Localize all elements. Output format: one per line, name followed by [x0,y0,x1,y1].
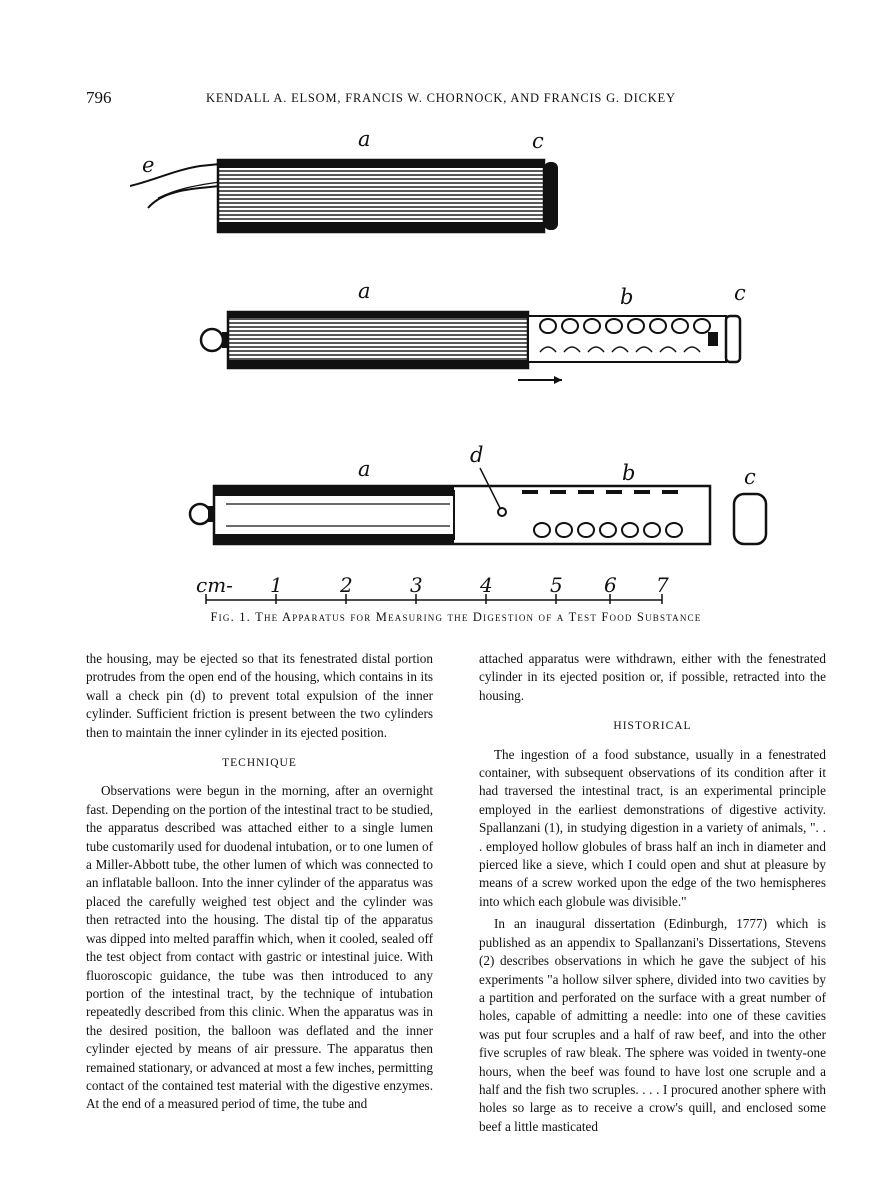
label-a3: a [358,457,371,481]
left-column [86,650,433,1114]
left-paragraph-continued: the housing, may be ejected so that its fenestrated distal portion protrudes from the open end of the housing, which contains in its wall a check pin (d) to prevent total expulsion of the inner cylinder. Sufficient friction is present between the two cylinders then to maintain the inner cylinder in its ejected position. [86,651,433,740]
scale-unit: cm- [196,573,233,597]
right-column [479,650,826,1136]
scale-tick-7: 7 [656,573,669,597]
section-heading-historical: HISTORICAL [613,720,692,733]
scale-tick-1: 1 [270,573,283,597]
centimeter-scale [196,573,669,604]
apparatus-figure [130,118,830,618]
scale-tick-2: 2 [340,573,353,597]
scale-tick-3: 3 [410,573,423,597]
historical-paragraph-1: The ingestion of a food substance, usually in a fenestrated container, with subsequent observations of its condition after it had traversed the intestinal tract, is an experimental principle employed in the earliest demonstrations of digestive activity. Spallanzani (1), in studying digestion in a variety of animals, ". . . employed hollow globules of brass half an inch in diameter and pierced like a sieve, which I could open and shut at pleasure by means of a screw worked upon the edge of the two hemispheres into which each globule was divisible." [479,746,826,909]
label-a2: a [358,279,371,303]
label-c1: c [532,129,544,153]
drawing-closed-apparatus [130,127,558,232]
label-d3: d [470,443,484,467]
apparatus-drawing [130,118,830,618]
drawing-sectional-view [190,443,766,544]
scale-tick-4: 4 [480,573,493,597]
label-c2: c [734,281,746,305]
drawing-ejected-apparatus [201,279,746,384]
figure-caption: Fig. 1. The Apparatus for Measuring the Digestion of a Test Food Substance [210,610,702,624]
scale-tick-6: 6 [604,573,617,597]
label-b2: b [620,285,634,309]
label-b3: b [622,461,636,485]
section-heading-technique: TECHNIQUE [222,757,297,770]
label-e1: e [142,153,155,177]
label-c3: c [744,465,756,489]
author-line: KENDALL A. ELSOM, FRANCIS W. CHORNOCK, AND FRANCIS G. DICKEY [206,91,676,105]
page-number: 796 [86,88,112,107]
right-paragraph-continued: attached apparatus were withdrawn, either with the fenestrated cylinder in its ejected position or, if possible, retracted into the housing. [479,651,826,703]
technique-paragraph: Observations were begun in the morning, after an overnight fast. Depending on the portion of the intestinal tract to be studied, the apparatus described was attached either to a single lumen tube customarily used for duodenal intubation, or to one lumen of a Miller-Abbott tube, the other lumen of which was connected to an inflatable balloon. Into the inner cylinder of the apparatus was placed the carefully weighed test object and the cylinder was then retracted into the housing. The distal tip of the apparatus was dipped into melted paraffin which, when it cooled, sealed off the test object from contact with gastric or intestinal juice. With fluoroscopic guidance, the tube was then introduced to any portion of the intestinal tract, by the technique of intubation repeatedly described from this clinic. When the apparatus was in the desired position, the balloon was deflated and the inner cylinder ejected by means of air pressure. The apparatus then remained stationary, or advanced at most a few inches, permitting contact of the contained test material with the digestive enzymes. At the end of a measured period of time, the tube and [86,783,433,1112]
running-header [86,88,826,112]
label-a1: a [358,127,371,151]
scale-tick-5: 5 [550,573,563,597]
historical-paragraph-2: In an inaugural dissertation (Edinburgh, 1777) which is published as an appendix to Spallanzani's Dissertations, Stevens (2) describes observations in which he gave the subject of his experiments "a hollow silver sphere, divided into two cavities by a partition and perforated on the surface with a great number of holes, capable of admitting a needle: into one of these cavities was put four scruples and a half of raw beef, and into the other five scruples of raw bleak. The sphere was voided in twenty-one hours, when the beef was found to have lost one scruple and a half and the fish two scruples. . . . I procured another sphere with holes so large as to receive a crow's quill, and enclosed some beef a little masticated [479,916,826,1134]
